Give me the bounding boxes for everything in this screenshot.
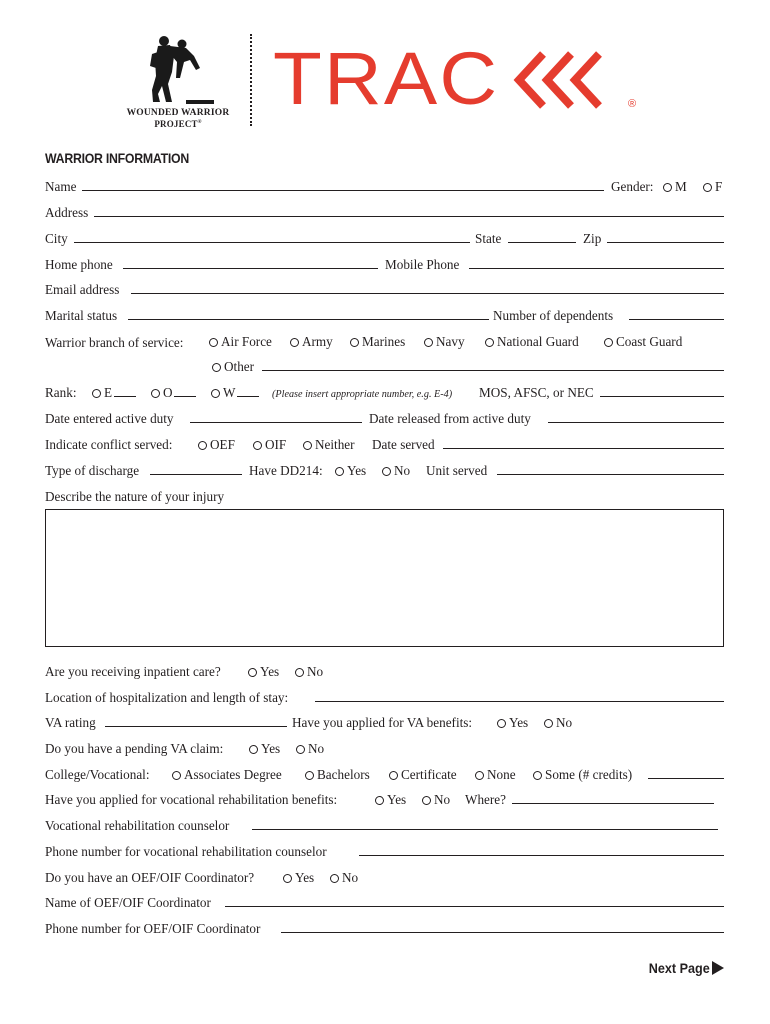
other-radio[interactable] (212, 363, 221, 372)
home-phone-field[interactable] (123, 268, 378, 269)
name-field[interactable] (82, 190, 604, 191)
dd214-yes-radio[interactable] (335, 467, 344, 476)
bachelors-radio[interactable] (305, 771, 314, 780)
coordinator-phone-field[interactable] (281, 932, 724, 933)
voc-counselor-label: Vocational rehabilitation counselor (45, 818, 230, 833)
mobile-phone-field[interactable] (469, 268, 724, 269)
dd214-no-option[interactable]: No (382, 463, 410, 478)
college-credits-field[interactable] (648, 778, 724, 779)
rank-e-radio[interactable] (92, 389, 101, 398)
section-title: WARRIOR INFORMATION (45, 150, 189, 166)
voc-rehab-no-option[interactable]: No (422, 792, 450, 807)
rank-o-option[interactable]: O (151, 385, 173, 400)
date-entered-field[interactable] (190, 422, 362, 423)
hospital-field[interactable] (315, 701, 724, 702)
college-associates-option[interactable]: Associates Degree (172, 767, 282, 782)
oef-radio[interactable] (198, 441, 207, 450)
coordinator-name-label: Name of OEF/OIF Coordinator (45, 895, 211, 910)
gender-label: Gender: (611, 179, 654, 194)
voc-rehab-yes-radio[interactable] (375, 796, 384, 805)
track-registered-mark: ® (628, 98, 637, 110)
voc-counselor-field[interactable] (252, 829, 718, 830)
air-force-radio[interactable] (209, 338, 218, 347)
zip-label: Zip (583, 231, 602, 246)
rank-w-radio[interactable] (211, 389, 220, 398)
some-credits-radio[interactable] (533, 771, 542, 780)
va-applied-no-radio[interactable] (544, 719, 553, 728)
none-radio[interactable] (475, 771, 484, 780)
branch-air-force-option[interactable]: Air Force (209, 334, 272, 349)
va-claim-label: Do you have a pending VA claim: (45, 741, 224, 756)
branch-marines-option[interactable]: Marines (350, 334, 405, 349)
rank-w-field[interactable] (237, 396, 259, 397)
oif-radio[interactable] (253, 441, 262, 450)
mos-field[interactable] (600, 396, 724, 397)
voc-phone-field[interactable] (359, 855, 724, 856)
track-logo (273, 37, 645, 120)
track-logo-text: TRAC (273, 37, 500, 120)
wwp-logo-line1: WOUNDED WARRIOR (126, 108, 230, 118)
rank-o-field[interactable] (174, 396, 196, 397)
date-entered-label: Date entered active duty (45, 411, 174, 426)
college-some-option[interactable]: Some (# credits) (533, 767, 632, 782)
marines-radio[interactable] (350, 338, 359, 347)
rank-label: Rank: (45, 385, 77, 400)
va-claim-yes-option[interactable]: Yes (249, 741, 280, 756)
wwp-logo-line2: PROJECT (154, 119, 198, 129)
college-label: College/Vocational: (45, 767, 150, 782)
address-label: Address (45, 205, 89, 220)
dependents-field[interactable] (629, 319, 724, 320)
discharge-label: Type of discharge (45, 463, 140, 478)
home-phone-label: Home phone (45, 257, 113, 272)
date-released-field[interactable] (548, 422, 724, 423)
army-radio[interactable] (290, 338, 299, 347)
where-field[interactable] (512, 803, 714, 804)
rank-e-option[interactable]: E (92, 385, 112, 400)
email-field[interactable] (131, 293, 724, 294)
dd214-label: Have DD214: (249, 463, 323, 478)
dependents-label: Number of dependents (493, 308, 614, 323)
injury-textarea[interactable] (45, 509, 724, 647)
dd214-no-radio[interactable] (382, 467, 391, 476)
inpatient-yes-option[interactable]: Yes (248, 664, 279, 679)
hospital-label: Location of hospitalization and length of stay: (45, 690, 289, 705)
branch-coast-guard-option[interactable]: Coast Guard (604, 334, 682, 349)
conflict-neither-option[interactable]: Neither (303, 437, 355, 452)
branch-army-option[interactable]: Army (290, 334, 333, 349)
city-label: City (45, 231, 68, 246)
conflict-label: Indicate conflict served: (45, 437, 173, 452)
city-field[interactable] (74, 242, 470, 243)
coordinator-phone-label: Phone number for OEF/OIF Coordinator (45, 921, 261, 936)
va-claim-yes-radio[interactable] (249, 745, 258, 754)
wwp-logo (122, 32, 234, 132)
coordinator-question-label: Do you have an OEF/OIF Coordinator? (45, 870, 255, 885)
date-served-field[interactable] (443, 448, 724, 449)
unit-served-field[interactable] (497, 474, 724, 475)
branch-label: Warrior branch of service: (45, 335, 184, 350)
va-rating-label: VA rating (45, 715, 96, 730)
voc-rehab-label: Have you applied for vocational rehabilitation benefits: (45, 792, 338, 807)
conflict-oef-option[interactable]: OEF (198, 437, 235, 452)
marital-status-field[interactable] (128, 319, 489, 320)
inpatient-label: Are you receiving inpatient care? (45, 664, 221, 679)
rank-o-radio[interactable] (151, 389, 160, 398)
mos-label: MOS, AFSC, or NEC (479, 385, 594, 400)
rank-note: (Please insert appropriate number, e.g. E-4) (272, 389, 453, 400)
va-rating-field[interactable] (105, 726, 287, 727)
email-label: Email address (45, 282, 120, 297)
inpatient-no-radio[interactable] (295, 668, 304, 677)
conflict-oif-option[interactable]: OIF (253, 437, 286, 452)
logo-divider (250, 34, 252, 126)
wwp-registered-mark: ® (197, 120, 202, 125)
va-applied-yes-radio[interactable] (497, 719, 506, 728)
va-applied-yes-option[interactable]: Yes (497, 715, 528, 730)
name-label: Name (45, 179, 77, 194)
branch-other-field[interactable] (262, 370, 724, 371)
next-page-label: Next Page (649, 960, 710, 976)
arrow-right-icon (712, 961, 724, 975)
va-applied-label: Have you applied for VA benefits: (292, 715, 473, 730)
branch-navy-option[interactable]: Navy (424, 334, 465, 349)
associates-radio[interactable] (172, 771, 181, 780)
voc-rehab-yes-option[interactable]: Yes (375, 792, 406, 807)
college-certificate-option[interactable]: Certificate (389, 767, 457, 782)
coordinator-no-option[interactable]: No (330, 870, 358, 885)
state-field[interactable] (508, 242, 576, 243)
voc-phone-label: Phone number for vocational rehabilitation counselor (45, 844, 327, 859)
branch-other-option[interactable]: Other (212, 359, 254, 374)
injury-label: Describe the nature of your injury (45, 489, 225, 504)
date-served-label: Date served (372, 437, 435, 452)
national-guard-radio[interactable] (485, 338, 494, 347)
where-label: Where? (465, 792, 506, 807)
voc-rehab-no-radio[interactable] (422, 796, 431, 805)
inpatient-no-option[interactable]: No (295, 664, 323, 679)
date-released-label: Date released from active duty (369, 411, 531, 426)
rank-w-option[interactable]: W (211, 385, 235, 400)
soldier-silhouette-icon (122, 32, 234, 106)
certificate-radio[interactable] (389, 771, 398, 780)
coordinator-yes-option[interactable]: Yes (283, 870, 314, 885)
coordinator-yes-radio[interactable] (283, 874, 292, 883)
mobile-phone-label: Mobile Phone (385, 257, 460, 272)
gender-f-option[interactable]: F (703, 179, 722, 194)
va-claim-no-option[interactable]: No (296, 741, 324, 756)
inpatient-yes-radio[interactable] (248, 668, 257, 677)
dd214-yes-option[interactable]: Yes (335, 463, 366, 478)
navy-radio[interactable] (424, 338, 433, 347)
state-label: State (475, 231, 502, 246)
va-claim-no-radio[interactable] (296, 745, 305, 754)
unit-served-label: Unit served (426, 463, 488, 478)
college-none-option[interactable]: None (475, 767, 516, 782)
next-page-button[interactable] (642, 960, 724, 976)
zip-field[interactable] (607, 242, 724, 243)
coordinator-no-radio[interactable] (330, 874, 339, 883)
discharge-field[interactable] (150, 474, 242, 475)
gender-m-radio[interactable] (663, 183, 672, 192)
coordinator-name-field[interactable] (225, 906, 724, 907)
address-field[interactable] (94, 216, 724, 217)
gender-f-radio[interactable] (703, 183, 712, 192)
marital-status-label: Marital status (45, 308, 118, 323)
college-bachelors-option[interactable]: Bachelors (305, 767, 370, 782)
va-applied-no-option[interactable]: No (544, 715, 572, 730)
gender-m-option[interactable]: M (663, 179, 687, 194)
branch-national-guard-option[interactable]: National Guard (485, 334, 579, 349)
track-chevrons-icon (513, 48, 623, 112)
rank-e-field[interactable] (114, 396, 136, 397)
neither-radio[interactable] (303, 441, 312, 450)
coast-guard-radio[interactable] (604, 338, 613, 347)
